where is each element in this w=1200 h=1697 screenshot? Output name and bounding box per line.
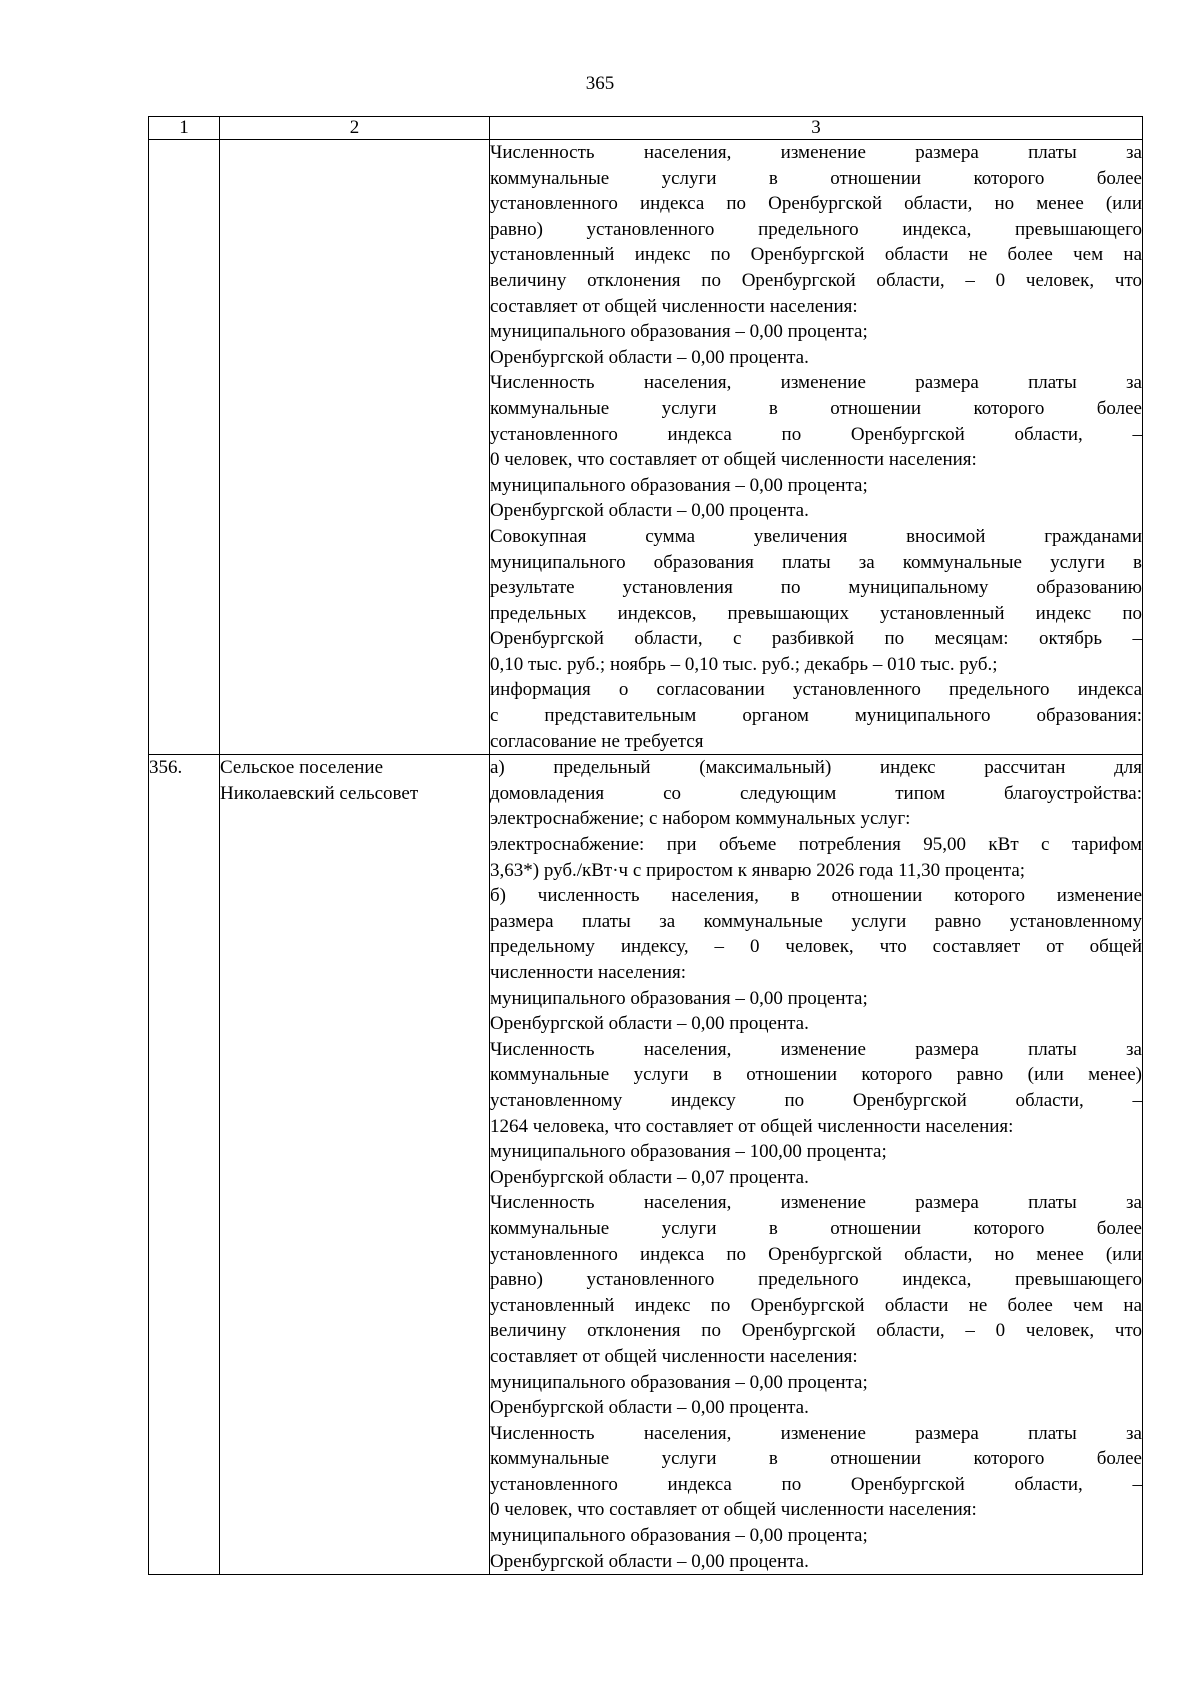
text-line: Численность населения, изменение размера платы за [490,1192,1142,1214]
text-line: Оренбургской области – 0,07 процента. [490,1166,809,1188]
text-line: муниципального образования платы за коммунальные услуги в [490,551,1142,573]
text-line: Оренбургской области – 0,00 процента. [490,1397,809,1419]
text-line: домовладения со следующим типом благоустройства: [490,782,1142,804]
text-line: 0 человек, что составляет от общей численности населения: [490,1499,977,1521]
text-line: Совокупная сумма увеличения вносимой гражданами [490,525,1142,547]
text-line: муниципального образования – 0,00 процента; [490,1371,868,1393]
text-line: 3,63*) руб./кВт·ч с приростом к январю 2026 года 11,30 процента; [490,859,1026,881]
text-line: величину отклонения по Оренбургской области, – 0 человек, что [490,1320,1142,1342]
paragraph [490,1421,1142,1523]
text-line: равно) установленного предельного индекса, превышающего [490,218,1142,240]
paragraph [490,986,1142,1012]
text-line: информация о согласовании установленного предельного индекса [490,679,1142,701]
settlement-name: Сельское поселение Николаевский сельсовет [220,755,490,1575]
text-line: установленного индекса по Оренбургской области, но менее (или [490,1243,1142,1265]
text-line: коммунальные услуги в отношении которого более [490,1448,1142,1470]
paragraph [490,319,1142,345]
text-line: электроснабжение: при объеме потребления 95,00 кВт с тарифом [490,834,1142,856]
text-line: муниципального образования – 0,00 процента; [490,1525,868,1547]
row-number [149,140,220,755]
text-line: 1264 человека, что составляет от общей численности населения: [490,1115,1014,1137]
row-content [490,140,1143,755]
text-line: 0,10 тыс. руб.; ноябрь – 0,10 тыс. руб.; декабрь – 010 тыс. руб.; [490,653,998,675]
paragraph [490,1395,1142,1421]
table-row-continued [149,140,1143,755]
paragraph [490,1011,1142,1037]
text-line: установленного индекса по Оренбургской области, – [490,1473,1142,1495]
paragraph [490,883,1142,985]
paragraph [490,345,1142,371]
header-col-2: 2 [220,117,490,140]
text-line: установленного индекса по Оренбургской области, – [490,423,1142,445]
text-line: размера платы за коммунальные услуги равно установленному [490,910,1142,932]
paragraph [490,1523,1142,1549]
paragraph [490,498,1142,524]
text-line: Оренбургской области – 0,00 процента. [490,1550,809,1572]
text-line: согласование не требуется [490,730,704,752]
text-line: составляет от общей численности населения: [490,295,858,317]
row-content [490,755,1143,1575]
text-line: составляет от общей численности населения: [490,1345,858,1367]
text-line: коммунальные услуги в отношении которого более [490,167,1142,189]
text-line: электроснабжение; с набором коммунальных услуг: [490,808,911,830]
paragraph [490,1190,1142,1369]
text-line: результате установления по муниципальному образованию [490,577,1142,599]
text-line: Оренбургской области – 0,00 процента. [490,346,809,368]
paragraph [490,1165,1142,1191]
text-line: равно) установленного предельного индекса, превышающего [490,1269,1142,1291]
text-line: Численность населения, изменение размера платы за [490,142,1142,163]
text-line: Оренбургской области, с разбивкой по месяцам: октябрь – [490,628,1142,650]
text-line: установленный индекс по Оренбургской области не более чем на [490,244,1142,266]
row-number: 356. [149,755,220,1575]
text-line: муниципального образования – 100,00 процента; [490,1141,887,1163]
text-line: величину отклонения по Оренбургской области, – 0 человек, что [490,269,1142,291]
paragraph [490,755,1142,832]
paragraph [490,677,1142,754]
text-line: муниципального образования – 0,00 процента; [490,321,868,343]
paragraph [490,370,1142,472]
text-line: численности населения: [490,962,687,983]
data-table [148,116,1143,1575]
text-line: коммунальные услуги в отношении которого более [490,397,1142,419]
text-line: Оренбургской области – 0,00 процента. [490,500,809,522]
paragraph [490,524,1142,678]
paragraph [490,1549,1142,1575]
text-line: установленный индекс по Оренбургской области не более чем на [490,1294,1142,1316]
paragraph [490,1037,1142,1139]
text-line: коммунальные услуги в отношении которого более [490,1217,1142,1239]
paragraph [490,140,1142,319]
text-line: Численность населения, изменение размера платы за [490,372,1142,394]
text-line: установленного индекса по Оренбургской области, но менее (или [490,193,1142,215]
text-line: коммунальные услуги в отношении которого равно (или менее) [490,1064,1142,1086]
paragraph [490,832,1142,883]
settlement-name [220,140,490,755]
paragraph [490,1370,1142,1396]
text-line: предельному индексу, – 0 человек, что составляет от общей [490,936,1142,958]
page-number: 365 [585,73,615,94]
text-line: а) предельный (максимальный) индекс рассчитан для [490,757,1142,779]
paragraph [490,1139,1142,1165]
header-col-1: 1 [149,117,220,140]
text-line: муниципального образования – 0,00 процента; [490,987,868,1009]
text-line: Оренбургской области – 0,00 процента. [490,1013,809,1035]
text-line: б) численность населения, в отношении которого изменение [490,885,1142,907]
table-header-row [149,117,1143,140]
text-line: с представительным органом муниципального образования: [490,705,1142,727]
text-line: муниципального образования – 0,00 процента; [490,474,868,496]
header-col-3: 3 [490,117,1143,140]
text-line: Численность населения, изменение размера платы за [490,1422,1142,1444]
text-line: установленному индексу по Оренбургской области, – [490,1089,1142,1111]
text-line: Численность населения, изменение размера платы за [490,1038,1142,1060]
table-row-356 [149,755,1143,1575]
paragraph [490,473,1142,499]
text-line: предельных индексов, превышающих установленный индекс по [490,602,1142,624]
text-line: 0 человек, что составляет от общей численности населения: [490,449,977,471]
